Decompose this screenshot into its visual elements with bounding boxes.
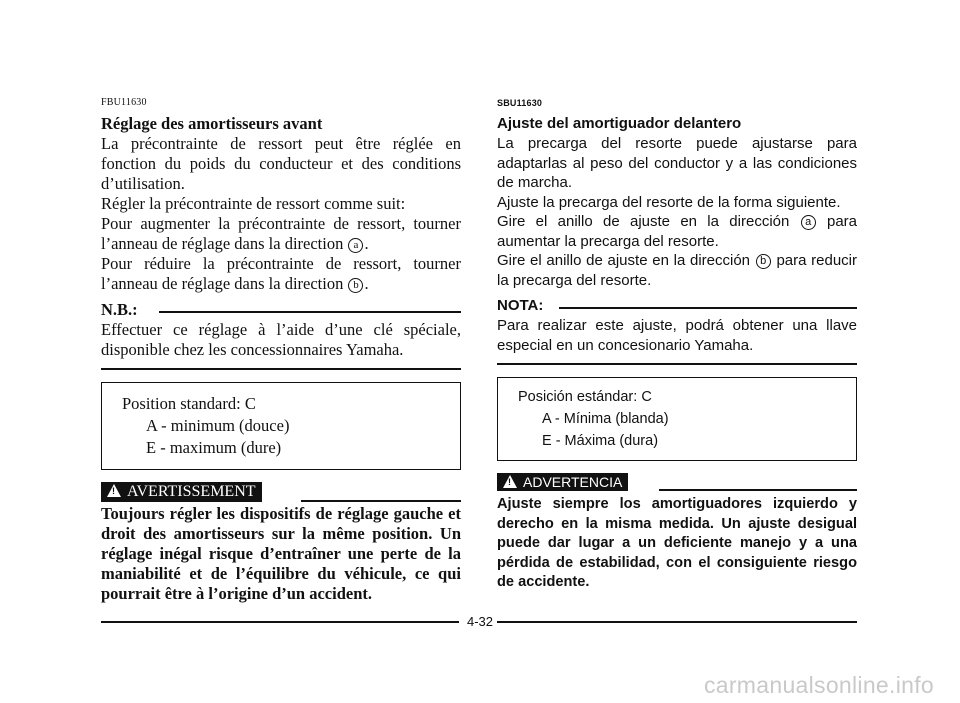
standard-position-title: Posición estándar: C xyxy=(518,389,652,405)
warning-text: Ajuste siempre los amortiguadores izquierdo y derecho en la misma medida. Un ajuste desigual puede dar lugar a un deficiente manejo y a una pérdida de estabilidad, con el consiguiente riesgo de accidente. xyxy=(497,496,857,590)
spanish-column xyxy=(497,97,857,593)
divider xyxy=(101,368,461,370)
french-column xyxy=(101,97,461,604)
direction-b-marker: b xyxy=(348,278,363,293)
section-title: Ajuste del amortiguador delantero xyxy=(497,115,742,132)
paragraph: Régler la précontrainte de ressort comme suit: xyxy=(101,194,406,213)
standard-position-box xyxy=(101,382,461,470)
paragraph xyxy=(497,212,857,251)
paragraph: Ajuste la precarga del resorte de la forma siguiente. xyxy=(497,193,841,211)
warning-triangle-icon: ! xyxy=(107,484,121,497)
standard-position-box xyxy=(497,377,857,461)
standard-position-title: Position standard: C xyxy=(122,394,256,413)
standard-position-min: A - minimum (douce) xyxy=(146,416,290,435)
warning-header xyxy=(497,473,857,495)
note-label: NOTA: xyxy=(497,297,544,314)
warning-text: Toujours régler les dispositifs de réglage gauche et droit des amortisseurs sur la même position. Un réglage inégal risque d’entraîner une perte de la maniabilité et de l’équilibre du véhicule, ce qui pourrait être à l’origine d’un accident. xyxy=(101,504,461,603)
direction-b-marker: b xyxy=(756,254,771,269)
standard-position-max: E - Máxima (dura) xyxy=(542,433,659,449)
section-code: SBU11630 xyxy=(497,98,543,108)
divider xyxy=(301,500,461,502)
bottom-divider xyxy=(497,621,857,623)
paragraph-text: . xyxy=(364,234,369,253)
paragraph-text: para aumentar la precarga del resorte. xyxy=(497,213,858,250)
note-label: N.B.: xyxy=(101,300,138,319)
note-header xyxy=(497,296,857,316)
page-number: 4-32 xyxy=(466,614,494,629)
paragraph xyxy=(101,214,461,254)
paragraph: La precarga del resorte puede ajustarse para adaptarlas al peso del conductor y a las condiciones de marcha. xyxy=(497,135,857,191)
paragraph-text: Gire el anillo de ajuste en la dirección xyxy=(497,213,790,230)
paragraph xyxy=(497,251,857,290)
warning-badge xyxy=(101,482,262,502)
divider xyxy=(559,307,857,309)
section-title: Réglage des amortisseurs avant xyxy=(101,114,323,133)
note-text: Effectuer ce réglage à l’aide d’une clé spéciale, disponible chez les concessionnaires Yamaha. xyxy=(101,320,461,359)
warning-label: ADVERTENCIA xyxy=(523,474,623,490)
warning-header xyxy=(101,482,461,504)
bottom-divider xyxy=(101,621,459,623)
warning-triangle-icon: ! xyxy=(503,475,517,488)
divider xyxy=(159,311,461,313)
watermark: carmanualsonline.info xyxy=(703,672,934,698)
section-code: FBU11630 xyxy=(101,97,147,108)
paragraph-text: . xyxy=(364,274,369,293)
paragraph-text: Pour augmenter la précontrainte de ressort, tourner l’anneau de réglage dans la direction xyxy=(101,214,461,253)
warning-badge xyxy=(497,473,628,491)
note-header xyxy=(101,300,461,320)
body-text xyxy=(497,134,857,290)
paragraph: La précontrainte de ressort peut être réglée en fonction du poids du conducteur et des conditions d’utilisation. xyxy=(101,134,461,193)
warning-label: AVERTISSEMENT xyxy=(127,483,256,500)
direction-a-marker: a xyxy=(801,215,816,230)
standard-position-min: A - Mínima (blanda) xyxy=(542,411,669,427)
paragraph-text: para reducir la precarga del resorte. xyxy=(497,252,858,289)
body-text xyxy=(101,134,461,294)
paragraph-text: Pour réduire la précontrainte de ressort, tourner l’anneau de réglage dans la direction xyxy=(101,254,461,293)
standard-position-max: E - maximum (dure) xyxy=(146,438,282,457)
divider xyxy=(659,489,857,491)
paragraph xyxy=(101,254,461,294)
divider xyxy=(497,363,857,365)
note-text: Para realizar este ajuste, podrá obtener una llave especial en un concesionario Yamaha. xyxy=(497,317,857,354)
direction-a-marker: a xyxy=(348,238,363,253)
paragraph-text: Gire el anillo de ajuste en la dirección xyxy=(497,252,751,269)
